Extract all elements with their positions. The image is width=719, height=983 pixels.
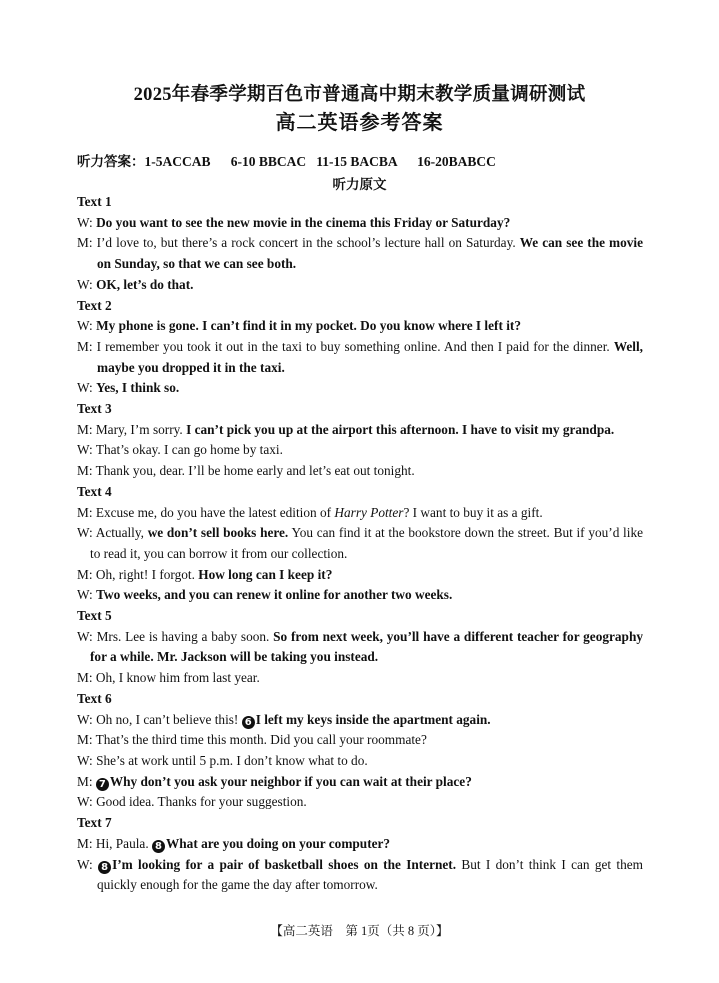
dialogue-line (77, 503, 643, 524)
dialogue-line (77, 378, 643, 399)
dialogue-text: I remember you took it out in the taxi to buy something online. And then I paid for the dinner. (96, 338, 614, 354)
dialogue-text: Hi, Paula. (95, 835, 152, 851)
speaker-label: W: (77, 525, 96, 541)
document-subtitle: 高二英语参考答案 (275, 112, 444, 134)
text-section-title: Text 2 (77, 297, 112, 313)
speaker-label: W: (77, 752, 97, 768)
dialogue-line (77, 710, 643, 731)
speaker-label: W: (77, 276, 97, 292)
speaker-label: W: (77, 856, 99, 872)
dialogue-line (77, 461, 643, 482)
dialogue-line (77, 275, 643, 296)
question-number-marker: 8 (98, 861, 111, 874)
answer-group: 6-10 BBCAC (230, 154, 307, 169)
speaker-label: M: (77, 504, 96, 520)
answers-label: 听力答案： (77, 154, 145, 169)
page-footer: 【高二英语 第 1页（共 8 页）】 (270, 924, 449, 938)
dialogue-text: Mary, I’m sorry. (95, 421, 187, 437)
dialogue-line (77, 855, 643, 896)
speaker-label: W: (77, 711, 97, 727)
speaker-label: M: (77, 732, 96, 748)
dialogue-text: Oh, right! I forgot. (95, 566, 199, 582)
dialogue-line (77, 523, 643, 564)
dialogue-line (77, 233, 643, 274)
dialogue-line (77, 565, 643, 586)
text-section-title: Text 3 (77, 401, 112, 417)
dialogue-line (77, 337, 643, 378)
dialogue-line (77, 213, 643, 234)
key-answer-text: Why don’t you ask your neighbor if you can wait at their place? (109, 773, 472, 789)
speaker-label: M: (77, 421, 96, 437)
speaker-label: W: (77, 380, 97, 396)
dialogue-text: Thank you, dear. I’ll be home early and let’s eat out tonight. (95, 463, 415, 479)
speaker-label: M: (77, 835, 96, 851)
speaker-label: M: (77, 338, 97, 354)
dialogue-line (77, 730, 643, 751)
key-answer-text: Well, maybe you dropped it in the taxi. (97, 338, 643, 375)
answer-group: 16-20BABCC (417, 154, 496, 169)
dialogue-text: Oh, I know him from last year. (95, 670, 260, 686)
key-answer-text: How long can I keep it? (198, 566, 333, 582)
dialogue-text: Excuse me, do you have the latest edition of (95, 504, 335, 520)
key-answer-text: I left my keys inside the apartment again. (255, 711, 491, 727)
key-answer-text: we don’t sell books here. (147, 525, 289, 541)
key-answer-text: I’m looking for a pair of basketball shoes on the Internet. (112, 856, 457, 872)
document-title: 2025年春季学期百色市普通高中期末教学质量调研测试 (133, 85, 586, 105)
key-answer-text: My phone is gone. I can’t find it in my pocket. Do you know where I left it? (96, 318, 521, 334)
speaker-label: M: (77, 773, 96, 789)
transcript-body (77, 192, 643, 896)
speaker-label: W: (77, 628, 97, 644)
dialogue-text: But I don’t think I can get them quickly enough for the game the day after tomorrow. (97, 856, 644, 893)
listening-answers (77, 150, 677, 170)
dialogue-line (77, 772, 643, 793)
key-answer-text: Yes, I think so. (96, 380, 180, 396)
speaker-label: M: (77, 670, 96, 686)
speaker-label: W: (77, 587, 97, 603)
question-number-marker: 7 (96, 778, 109, 791)
key-answer-text: OK, let’s do that. (96, 276, 194, 292)
dialogue-text: You can find it at the bookstore down the street. But if you’d like to read it, you can borrow it from our collection. (90, 525, 643, 561)
dialogue-line (77, 440, 643, 461)
dialogue-text: She’s at work until 5 p.m. I don’t know what to do. (96, 752, 368, 768)
dialogue-text: That’s the third time this month. Did you call your roommate? (95, 732, 427, 748)
answer-group: 1-5ACCAB (144, 154, 211, 169)
dialogue-line (77, 668, 643, 689)
key-answer-text: So from next week, you’ll have a different teacher for geography for a while. Mr. Jackson will be taking you instead. (90, 628, 643, 665)
key-answer-text: I can’t pick you up at the airport this afternoon. I have to visit my grandpa. (186, 421, 615, 437)
dialogue-text: ? I want to buy it as a gift. (403, 504, 543, 520)
dialogue-text: I’d love to, but there’s a rock concert in the school’s lecture hall on Saturday. (96, 235, 520, 251)
dialogue-line (77, 834, 643, 855)
dialogue-text: Actually, (95, 525, 148, 541)
speaker-label: W: (77, 318, 97, 334)
text-section-title: Text 7 (77, 815, 112, 831)
question-number-marker: 8 (152, 840, 165, 853)
transcript-heading: 听力原文 (332, 177, 387, 192)
key-answer-text: Two weeks, and you can renew it online for another two weeks. (96, 587, 453, 603)
speaker-label: W: (77, 794, 97, 810)
dialogue-line (77, 420, 643, 441)
dialogue-text: Good idea. Thanks for your suggestion. (96, 794, 307, 810)
dialogue-line (77, 627, 643, 668)
speaker-label: M: (77, 566, 96, 582)
key-answer-text: What are you doing on your computer? (165, 835, 391, 851)
dialogue-text: That’s okay. I can go home by taxi. (95, 442, 283, 458)
speaker-label: M: (77, 235, 97, 251)
dialogue-text: Mrs. Lee is having a baby soon. (96, 628, 274, 644)
dialogue-text: Oh no, I can’t believe this! (96, 711, 242, 727)
dialogue-line (77, 316, 643, 337)
speaker-label: W: (77, 442, 96, 458)
dialogue-text: Harry Potter (334, 504, 404, 520)
dialogue-line (77, 751, 643, 772)
key-answer-text: Do you want to see the new movie in the cinema this Friday or Saturday? (96, 214, 511, 230)
speaker-label: M: (77, 463, 96, 479)
speaker-label: W: (77, 214, 97, 230)
dialogue-line (77, 792, 643, 813)
answer-group: 11-15 BACBA (316, 154, 397, 169)
text-section-title: Text 4 (77, 483, 112, 499)
question-number-marker: 6 (242, 716, 255, 729)
text-section-title: Text 5 (77, 608, 112, 624)
key-answer-text: We can see the movie on Sunday, so that we can see both. (97, 235, 644, 272)
text-section-title: Text 1 (77, 194, 112, 209)
dialogue-line (77, 585, 643, 606)
text-section-title: Text 6 (77, 690, 112, 706)
